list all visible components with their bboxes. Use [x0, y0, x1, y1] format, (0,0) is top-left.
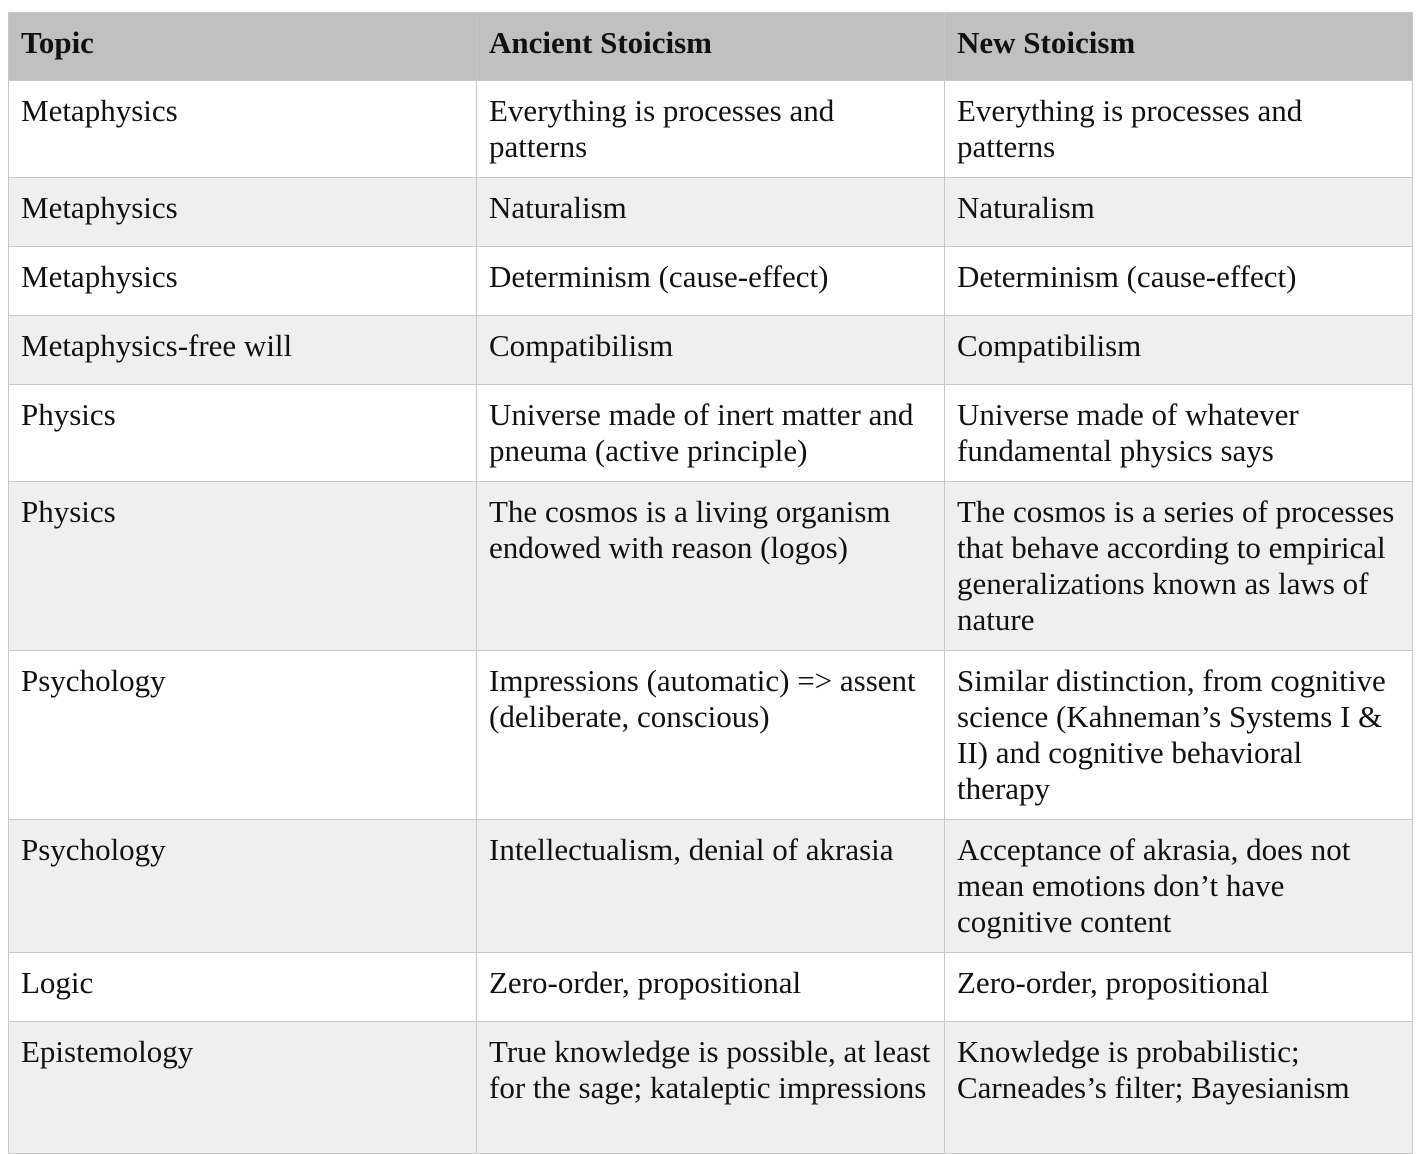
header-topic: Topic	[9, 13, 477, 81]
cell-ancient: Zero-order, propositional	[477, 953, 945, 1022]
cell-ancient: Determinism (cause-effect)	[477, 247, 945, 316]
cell-new: The cosmos is a series of processes that behave according to empirical generalizations known as laws of nature	[945, 482, 1413, 651]
cell-ancient: True knowledge is possible, at least for the sage; kataleptic impressions	[477, 1022, 945, 1154]
table-row	[9, 482, 1413, 651]
cell-topic: Physics	[9, 482, 477, 651]
cell-new: Zero-order, propositional	[945, 953, 1413, 1022]
table-row	[9, 953, 1413, 1022]
cell-new: Knowledge is probabilistic; Carneades’s filter; Bayesianism	[945, 1022, 1413, 1154]
header-row	[9, 13, 1413, 81]
cell-new: Acceptance of akrasia, does not mean emotions don’t have cognitive content	[945, 820, 1413, 953]
table-row	[9, 651, 1413, 820]
cell-new: Compatibilism	[945, 316, 1413, 385]
cell-topic: Logic	[9, 953, 477, 1022]
table-row	[9, 1022, 1413, 1154]
table-row	[9, 385, 1413, 482]
table-body	[9, 81, 1413, 1154]
cell-ancient: Naturalism	[477, 178, 945, 247]
cell-topic: Physics	[9, 385, 477, 482]
cell-topic: Psychology	[9, 651, 477, 820]
cell-topic: Metaphysics	[9, 178, 477, 247]
table-row	[9, 316, 1413, 385]
table-header	[9, 13, 1413, 81]
comparison-table-container	[8, 12, 1412, 1154]
cell-topic: Metaphysics-free will	[9, 316, 477, 385]
cell-ancient: Impressions (automatic) => assent (deliberate, conscious)	[477, 651, 945, 820]
cell-new: Similar distinction, from cognitive science (Kahneman’s Systems I & II) and cognitive behavioral therapy	[945, 651, 1413, 820]
cell-ancient: Intellectualism, denial of akrasia	[477, 820, 945, 953]
cell-ancient: Universe made of inert matter and pneuma (active principle)	[477, 385, 945, 482]
cell-ancient: Compatibilism	[477, 316, 945, 385]
header-ancient-stoicism: Ancient Stoicism	[477, 13, 945, 81]
cell-topic: Epistemology	[9, 1022, 477, 1154]
cell-topic: Metaphysics	[9, 81, 477, 178]
cell-ancient: Everything is processes and patterns	[477, 81, 945, 178]
table-row	[9, 178, 1413, 247]
cell-new: Everything is processes and patterns	[945, 81, 1413, 178]
cell-new: Determinism (cause-effect)	[945, 247, 1413, 316]
cell-new: Universe made of whatever fundamental physics says	[945, 385, 1413, 482]
stoicism-comparison-table	[8, 12, 1413, 1154]
cell-topic: Metaphysics	[9, 247, 477, 316]
cell-new: Naturalism	[945, 178, 1413, 247]
cell-topic: Psychology	[9, 820, 477, 953]
table-row	[9, 81, 1413, 178]
header-new-stoicism: New Stoicism	[945, 13, 1413, 81]
table-row	[9, 820, 1413, 953]
cell-ancient: The cosmos is a living organism endowed with reason (logos)	[477, 482, 945, 651]
table-row	[9, 247, 1413, 316]
